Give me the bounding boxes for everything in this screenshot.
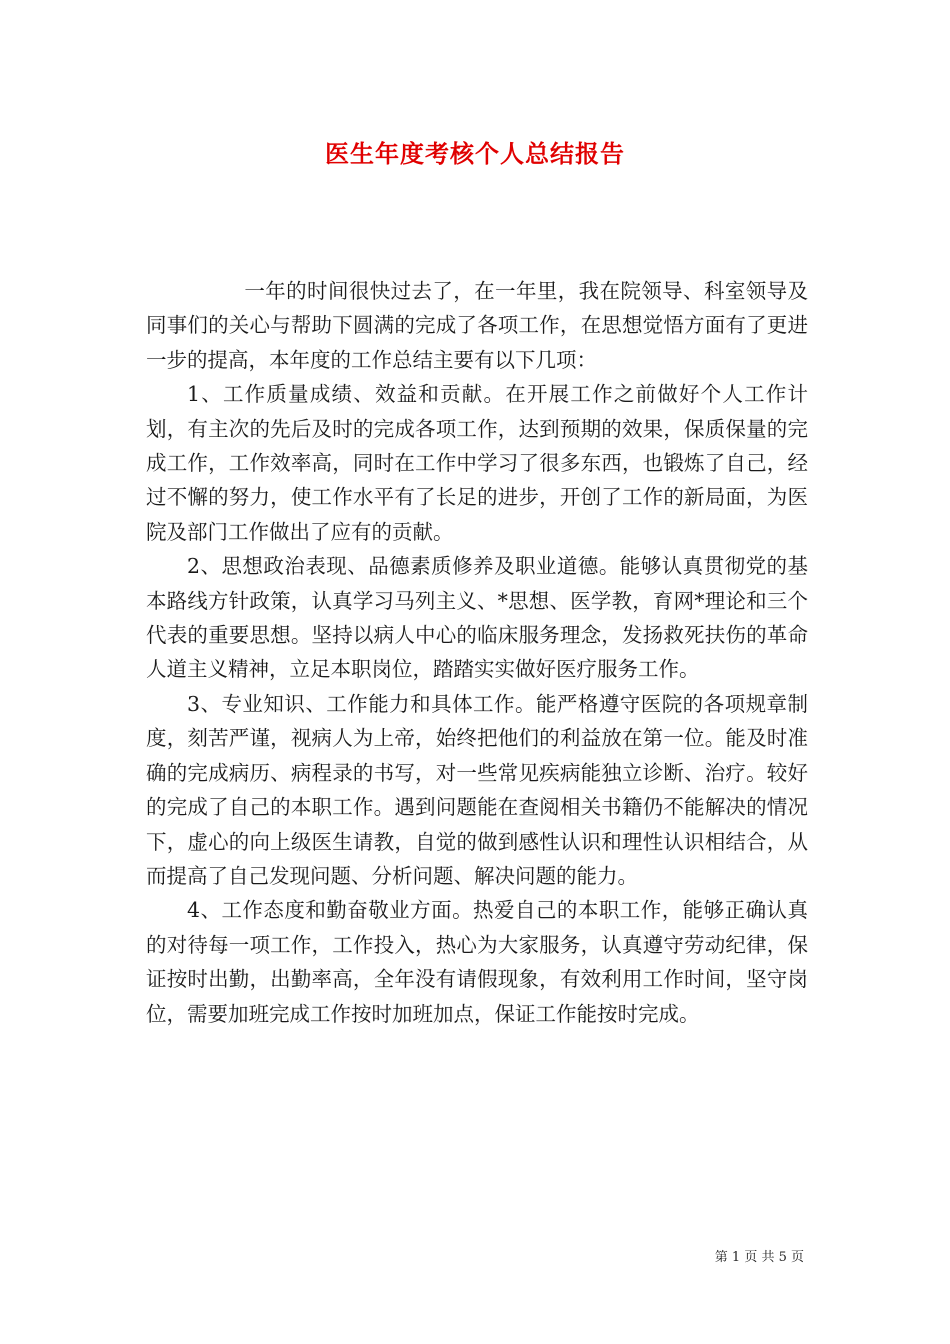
- document-body: [146, 274, 808, 1031]
- intro-paragraph: 一年的时间很快过去了，在一年里，我在院领导、科室领导及同事们的关心与帮助下圆满的完成了各项工作，在思想觉悟方面有了更进一步的提高，本年度的工作总结主要有以下几项：: [146, 279, 808, 372]
- section-paragraph-1: 1、工作质量成绩、效益和贡献。在开展工作之前做好个人工作计划，有主次的先后及时的完成各项工作，达到预期的效果，保质保量的完成工作，工作效率高，同时在工作中学习了很多东西，也锻炼了自己，经过不懈的努力，使工作水平有了长足的进步，开创了工作的新局面，为医院及部门工作做出了应有的贡献。: [146, 382, 808, 544]
- page-number: 第 1 页 共 5 页: [714, 1250, 804, 1265]
- section-paragraph-2: 2、思想政治表现、品德素质修养及职业道德。能够认真贯彻党的基本路线方针政策，认真学习马列主义、*思想、医学教，育网*理论和三个代表的重要思想。坚持以病人中心的临床服务理念，发扬救死扶伤的革命人道主义精神，立足本职岗位，踏踏实实做好医疗服务工作。: [146, 554, 808, 682]
- section-paragraph-4: 4、工作态度和勤奋敬业方面。热爱自己的本职工作，能够正确认真的对待每一项工作，工作投入，热心为大家服务，认真遵守劳动纪律，保证按时出勤，出勤率高，全年没有请假现象，有效利用工作时间，坚守岗位，需要加班完成工作按时加班加点，保证工作能按时完成。: [146, 898, 808, 1026]
- section-paragraph-3: 3、专业知识、工作能力和具体工作。能严格遵守医院的各项规章制度，刻苦严谨，视病人为上帝，始终把他们的利益放在第一位。能及时准确的完成病历、病程录的书写，对一些常见疾病能独立诊断、治疗。较好的完成了自己的本职工作。遇到问题能在查阅相关书籍仍不能解决的情况下，虚心的向上级医生请教，自觉的做到感性认识和理性认识相结合，从而提高了自己发现问题、分析问题、解决问题的能力。: [146, 691, 808, 888]
- document-title: 医生年度考核个人总结报告: [325, 139, 625, 168]
